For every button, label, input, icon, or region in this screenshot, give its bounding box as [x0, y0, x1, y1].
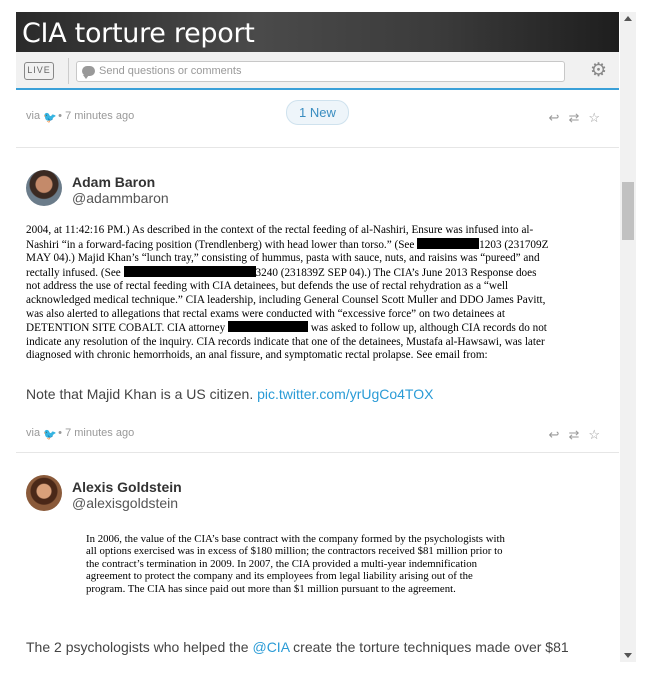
- doc-line: DETENTION SITE COBALT. CIA attorney was asked to follow up, although CIA records do not: [26, 322, 547, 335]
- doc-line: diagnosed with chronic hemorrhoids, an anal fissure, and symptomatic rectal prolapse. See email from:: [26, 349, 488, 362]
- tweet-actions: [549, 110, 609, 126]
- doc-line: MAY 04).) Majid Khan’s “lunch tray,” consisting of hummus, pasta with sauce, nuts, and raisins was “pureed” and: [26, 252, 540, 265]
- doc-line: not address the use of rectal feeding with CIA detainees, but defends the use of rectal rehydration as a “well: [26, 280, 509, 293]
- doc-line: Nashiri “in a forward-facing position (Trendlenberg) with head lower than torso.” (See 1203 (231709Z: [26, 238, 549, 251]
- avatar[interactable]: [26, 475, 62, 511]
- timestamp: 7 minutes ago: [65, 110, 135, 122]
- timestamp: 7 minutes ago: [65, 427, 135, 439]
- doc-line: indicate any resolution of the inquiry. CIA records indicate that one of the detainees, Mustafa al-Hawsawi, was later: [26, 335, 545, 348]
- page-title: CIA torture report: [22, 18, 255, 49]
- doc-line: was also alerted to allegations that rectal exams were conducted with “excessive force” on two detainees at: [26, 307, 505, 320]
- reply-icon[interactable]: ↩: [548, 427, 569, 442]
- live-icon[interactable]: LIVE: [24, 62, 54, 80]
- author-name[interactable]: Adam Baron: [72, 174, 156, 190]
- avatar[interactable]: [26, 170, 62, 206]
- comment-placeholder: Send questions or comments: [99, 65, 242, 77]
- post-text: [26, 639, 569, 655]
- widget-header: [16, 12, 619, 52]
- live-blog-widget: [16, 12, 619, 662]
- comment-input[interactable]: [76, 61, 565, 82]
- feed: [16, 90, 619, 662]
- post-meta: via 🐦 • 7 minutes ago: [26, 110, 135, 125]
- star-icon[interactable]: ☆: [588, 110, 609, 125]
- mention-link[interactable]: @CIA: [252, 639, 290, 655]
- post-meta: via 🐦 • 7 minutes ago: [26, 427, 135, 442]
- new-posts-button[interactable]: 1 New: [286, 100, 349, 125]
- post-text: [26, 386, 433, 402]
- document-image[interactable]: [86, 533, 556, 595]
- twitter-bird-icon[interactable]: 🐦: [43, 429, 57, 442]
- divider: [68, 58, 69, 84]
- post-body: create the torture techniques made over $81: [289, 639, 569, 655]
- redaction-bar: [124, 266, 256, 277]
- scrollbar[interactable]: [620, 12, 636, 662]
- scroll-down-arrow-icon[interactable]: [624, 653, 632, 658]
- scroll-up-arrow-icon[interactable]: [624, 16, 632, 21]
- via-label: via: [26, 427, 41, 439]
- doc-line: acknowledged medical technique.” CIA leadership, including General Counsel Scott Muller and DDO James Pavitt,: [26, 293, 546, 306]
- redaction-bar: [228, 321, 308, 332]
- doc-line: rectally infused. (See 3240 (231839Z SEP 04).) The CIA’s June 2013 Response does: [26, 266, 537, 279]
- doc-line: 2004, at 11:42:16 PM.) As described in the context of the rectal feeding of al-Nashiri, Ensure was infused into al-: [26, 224, 534, 236]
- scrollbar-thumb[interactable]: [622, 182, 634, 240]
- post-body: Note that Majid Khan is a US citizen.: [26, 386, 258, 402]
- author-handle[interactable]: @adammbaron: [72, 190, 169, 206]
- redaction-bar: [417, 238, 479, 249]
- toolbar: [16, 52, 619, 90]
- tweet-actions: [549, 427, 609, 443]
- doc-line: program. The CIA has since paid out more than $1 million pursuant to the agreement.: [86, 582, 456, 595]
- document-image[interactable]: [26, 224, 606, 363]
- doc-line: the contract’s termination in 2009. In 2007, the CIA provided a multi-year indemnification: [86, 557, 477, 570]
- via-label: via: [26, 110, 41, 122]
- image-link[interactable]: pic.twitter.com/yrUgCo4TOX: [257, 386, 434, 402]
- post-footer: [16, 90, 619, 148]
- author-name[interactable]: Alexis Goldstein: [72, 479, 182, 495]
- doc-line: all options exercised was in excess of $180 million; the contractors received $81 million prior to: [86, 545, 503, 558]
- doc-line: agreement to protect the company and its employees from legal liability arising out of the: [86, 570, 473, 583]
- doc-line: In 2006, the value of the CIA’s base contract with the company formed by the psychologists with: [86, 533, 505, 545]
- post-item: [16, 453, 619, 662]
- retweet-icon[interactable]: ⇄: [568, 110, 589, 125]
- star-icon[interactable]: ☆: [588, 427, 609, 442]
- gear-icon[interactable]: ⚙: [590, 60, 608, 81]
- twitter-bird-icon[interactable]: 🐦: [43, 112, 57, 125]
- reply-icon[interactable]: ↩: [548, 110, 569, 125]
- post-item: [16, 148, 619, 453]
- author-handle[interactable]: @alexisgoldstein: [72, 495, 179, 511]
- retweet-icon[interactable]: ⇄: [568, 427, 589, 442]
- post-body: The 2 psychologists who helped the: [26, 639, 253, 655]
- speech-bubble-icon: [82, 66, 95, 76]
